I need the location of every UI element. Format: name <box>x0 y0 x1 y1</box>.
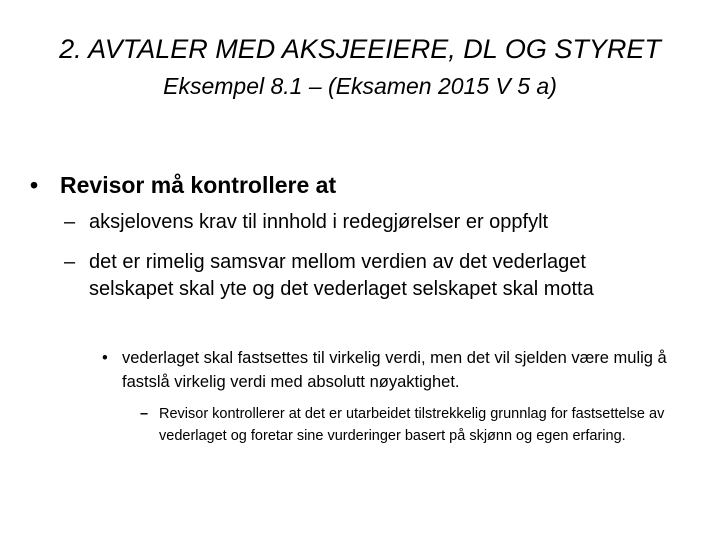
slide-subtitle: Eksempel 8.1 – (Eksamen 2015 V 5 a) <box>163 73 557 99</box>
dash-marker: – <box>64 251 76 273</box>
bullet-level4-item-1 <box>140 403 680 447</box>
dash-marker: – <box>64 211 76 233</box>
bullet-level1 <box>30 170 700 200</box>
bullet-text: aksjelovens krav til innhold i redegjørelser er oppfylt <box>89 211 549 233</box>
bullet-text: Revisor må kontrollere at <box>60 172 337 198</box>
bullet-level3-item-1 <box>102 346 682 394</box>
bullet-level2-item-2 <box>64 249 674 303</box>
bullet-text: det er rimelig samsvar mellom verdien av det vederlaget selskapet skal yte og det vederlaget selskapet skal motta <box>89 251 594 300</box>
bullet-text: vederlaget skal fastsettes til virkelig verdi, men det vil sjelden være mulig å fastslå virkelig verdi med absolutt nøyaktighet. <box>122 349 667 391</box>
bullet-marker: • <box>102 349 108 367</box>
bullet-level2-item-1 <box>64 209 674 236</box>
dash-marker: – <box>140 406 149 422</box>
bullet-marker: • <box>30 172 39 198</box>
slide-title: 2. AVTALER MED AKSJEEIERE, DL OG STYRET <box>59 34 661 64</box>
bullet-text: Revisor kontrollerer at det er utarbeidet tilstrekkelig grunnlag for fastsettelse av vederlaget og foretar sine vurderinger basert på skjønn og egen erfaring. <box>159 406 665 444</box>
